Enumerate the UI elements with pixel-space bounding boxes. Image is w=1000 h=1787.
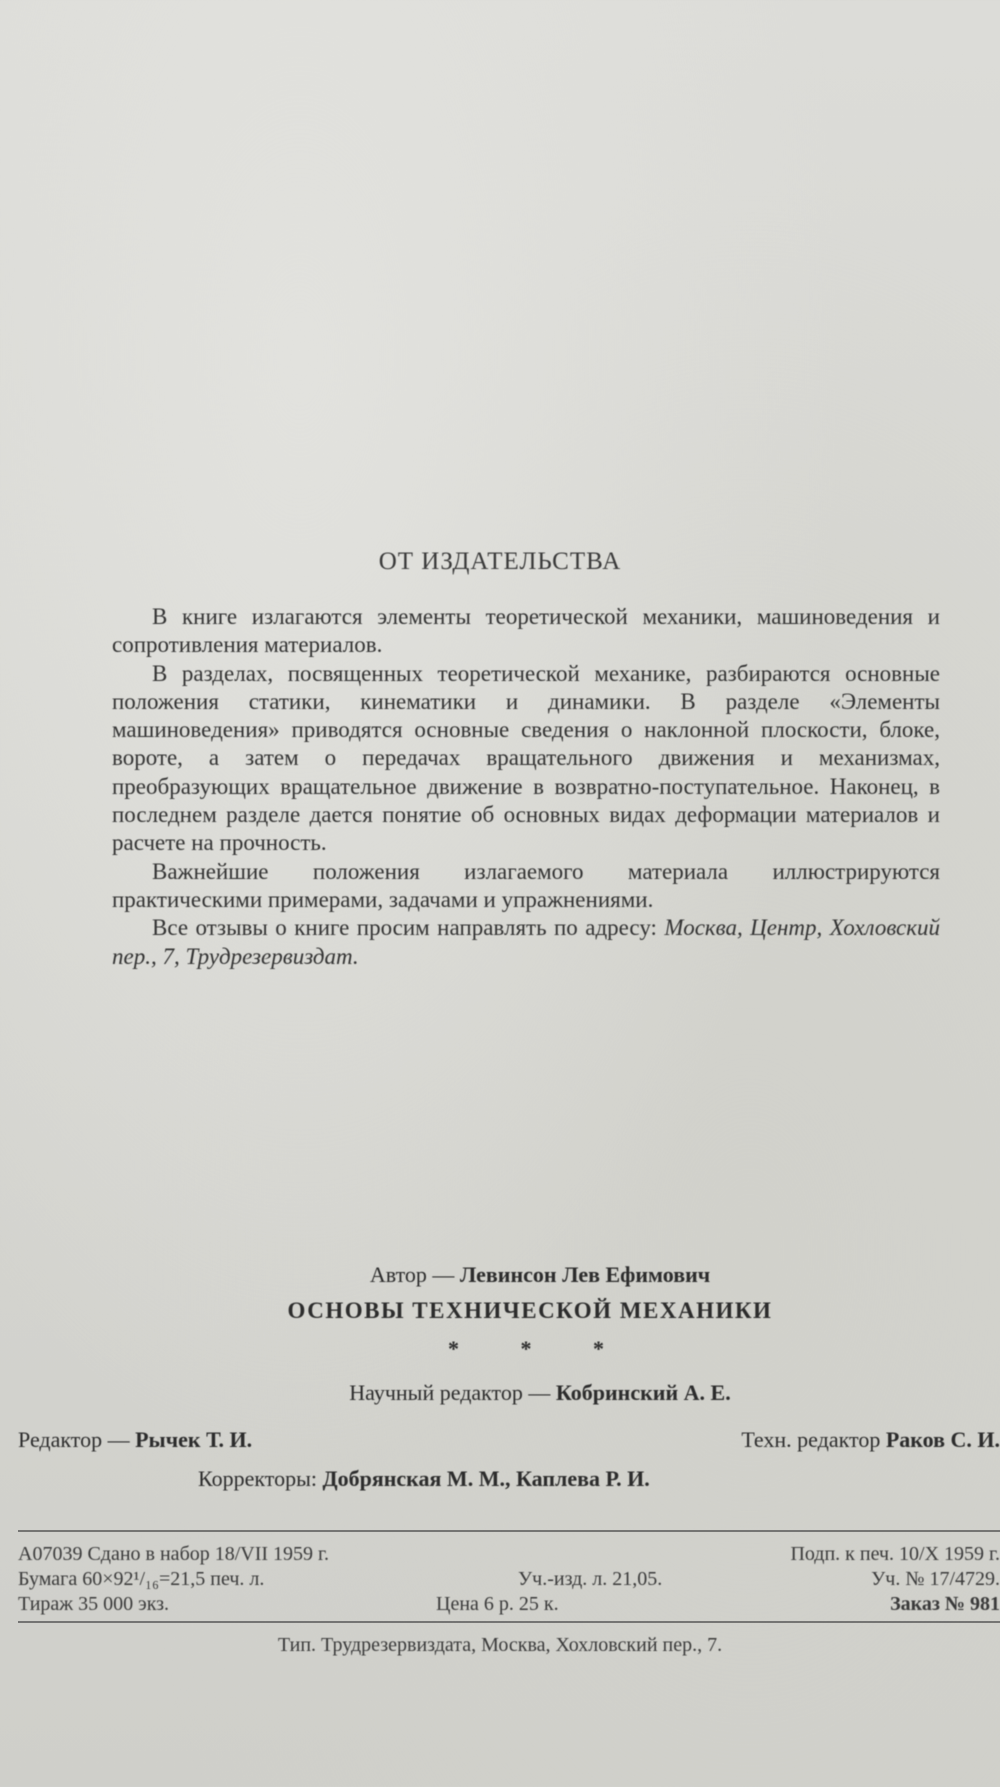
editor [18,1427,252,1453]
sci-editor-label: Научный редактор — [349,1380,556,1405]
publishing-sheets: Уч.-изд. л. 21,05. [518,1568,663,1590]
editor-name: Рычек Т. И. [135,1427,253,1452]
typeset-date: А07039 Сдано в набор 18/VII 1959 г. [18,1543,330,1565]
print-run: Тираж 35 000 экз. [18,1593,170,1615]
order-number: Заказ № 981 [890,1593,1000,1615]
book-title: ОСНОВЫ ТЕХНИЧЕСКОЙ МЕХАНИКИ [287,1298,773,1323]
top-divider [18,1530,1000,1532]
scientific-editor-line [40,1380,1000,1406]
sci-editor-name: Кобринский А. Е. [555,1380,731,1405]
paragraph-3: Важнейшие положения излагаемого материала иллюстрируются практическими примерами, задачами и упражнениями. [112,858,940,912]
author-label: Автор — [369,1262,460,1287]
separator-stars: * * * [448,1336,632,1361]
feedback-text: Все отзывы о книге просим направлять по адресу: [152,915,665,941]
printer-line: Тип. Трудрезервиздата, Москва, Хохловский пер., 7. [277,1634,723,1656]
tech-editor-name: Раков С. И. [885,1427,1000,1452]
tech-editor [741,1427,1000,1453]
bottom-divider [18,1621,1000,1623]
account-number: Уч. № 17/4729. [871,1568,1000,1590]
tech-editor-label: Техн. редактор [741,1427,886,1452]
author-line [40,1262,1000,1288]
paper-format: Бумага 60×92¹/₁₆=21,5 печ. л. [18,1568,265,1590]
feedback-address: Москва, Центр, Хохловский пер., 7, Трудрезервиздат. [112,915,940,969]
paragraph-4 [112,914,940,971]
price: Цена 6 р. 25 к. [436,1593,559,1615]
publisher-note [112,603,940,971]
paragraph-1: В книге излагаются элементы теоретической механики, машиноведения и сопротивления материалов. [112,604,940,658]
correctors-line [198,1466,650,1492]
author-name: Левинсон Лев Ефимович [459,1262,711,1287]
correctors-label: Корректоры: [198,1466,323,1491]
editor-label: Редактор — [18,1427,136,1452]
paragraph-2: В разделах, посвященных теоретической механике, разбираются основные положения статики, кинематики и динамики. В разделе «Элементы машиноведения» приводятся основные сведения о наклонной плоскости, блоке, вороте, а затем о передачах вращательного движения и механизмах, преобразующих вращательное движение в возвратно-поступательное. Наконец, в последнем разделе дается понятие об основных видах деформации материалов и расчете на прочность. [112,660,940,856]
print-sign-date: Подп. к печ. 10/X 1959 г. [790,1543,1000,1565]
page-heading: ОТ ИЗДАТЕЛЬСТВА [378,548,622,575]
correctors-names: Добрянская М. М., Каплева Р. И. [322,1466,650,1491]
